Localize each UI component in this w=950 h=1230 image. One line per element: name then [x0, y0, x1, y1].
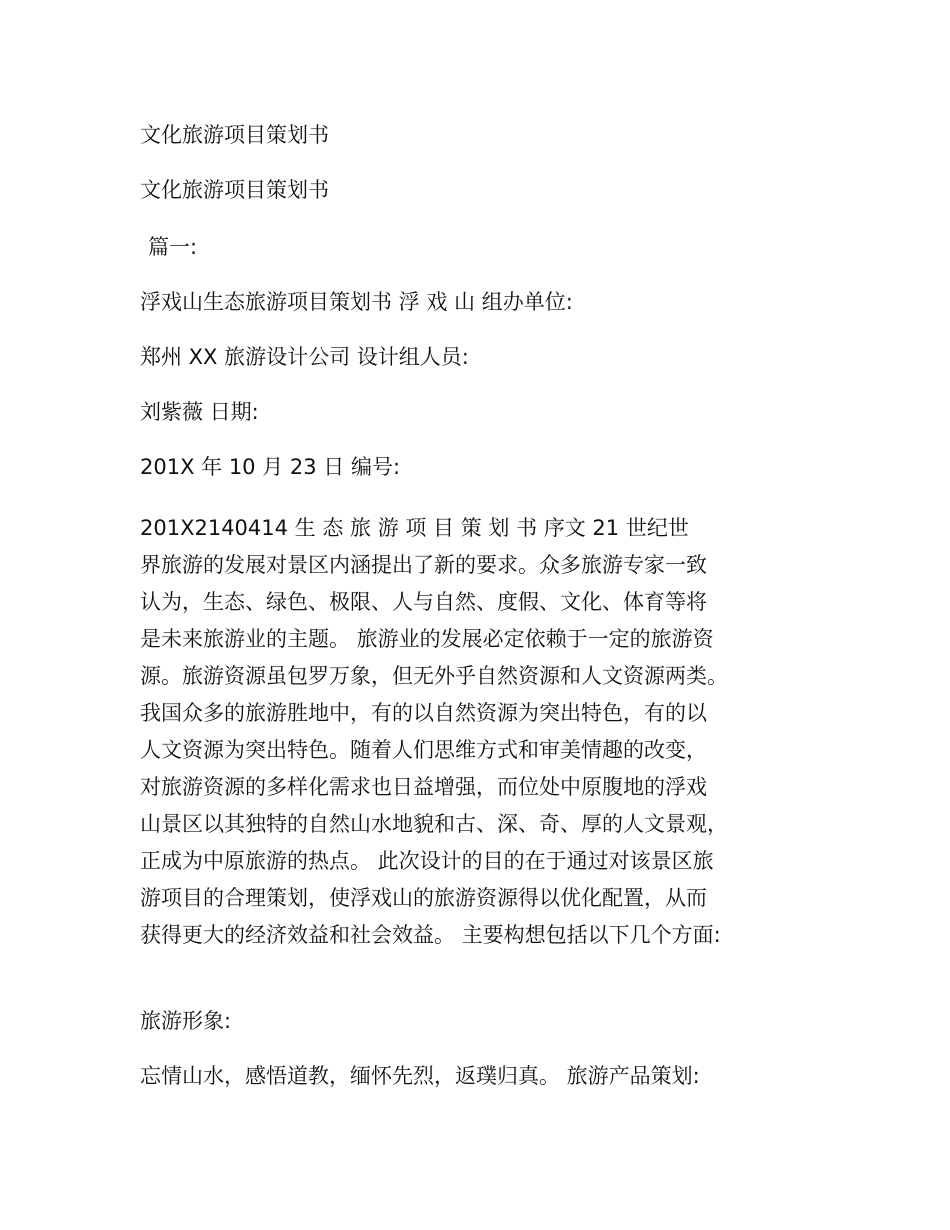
staff-line: 刘紫薇 日期: — [140, 400, 259, 424]
paragraph-line: 人文资源为突出特色。随着人们思维方式和审美情趣的改变， — [140, 738, 707, 762]
date-line: 201X 年 10 月 23 日 编号: — [140, 455, 401, 479]
paragraph-line: 对旅游资源的多样化需求也日益增强，而位处中原腹地的浮戏 — [140, 775, 707, 799]
paragraph-line: 山景区以其独特的自然山水地貌和古、深、奇、厚的人文景观， — [140, 812, 728, 836]
paragraph-line: 我国众多的旅游胜地中，有的以自然资源为突出特色，有的以 — [140, 701, 707, 725]
paragraph-line: 是未来旅游业的主题。 旅游业的发展必定依赖于一定的旅游资 — [140, 627, 714, 651]
paragraph-line: 201X2140414 生 态 旅 游 项 目 策 划 书 序文 21 世纪世 — [140, 516, 689, 540]
paragraph-line: 游项目的合理策划，使浮戏山的旅游资源得以优化配置，从而 — [140, 886, 707, 910]
paragraph-line: 界旅游的发展对景区内涵提出了新的要求。众多旅游专家一致 — [140, 553, 707, 577]
image-heading: 旅游形象: — [140, 1009, 232, 1033]
document-title: 文化旅游项目策划书 — [140, 123, 329, 147]
paragraph-line: 源。旅游资源虽包罗万象，但无外乎自然资源和人文资源两类。 — [140, 664, 728, 688]
slogan-line: 忘情山水，感悟道教，缅怀先烈，返璞归真。 旅游产品策划: — [140, 1064, 700, 1088]
company-line: 郑州 XX 旅游设计公司 设计组人员: — [140, 345, 469, 369]
paragraph-line: 正成为中原旅游的热点。 此次设计的目的在于通过对该景区旅 — [140, 849, 714, 873]
paragraph-line: 获得更大的经济效益和社会效益。 主要构想包括以下几个方面: — [140, 923, 721, 947]
body-paragraph — [140, 510, 830, 954]
organizer-line: 浮戏山生态旅游项目策划书 浮 戏 山 组办单位: — [140, 290, 573, 314]
paragraph-line: 认为，生态、绿色、极限、人与自然、度假、文化、体育等将 — [140, 590, 707, 614]
section-heading: 篇一: — [148, 235, 198, 259]
document-subtitle: 文化旅游项目策划书 — [140, 178, 329, 202]
